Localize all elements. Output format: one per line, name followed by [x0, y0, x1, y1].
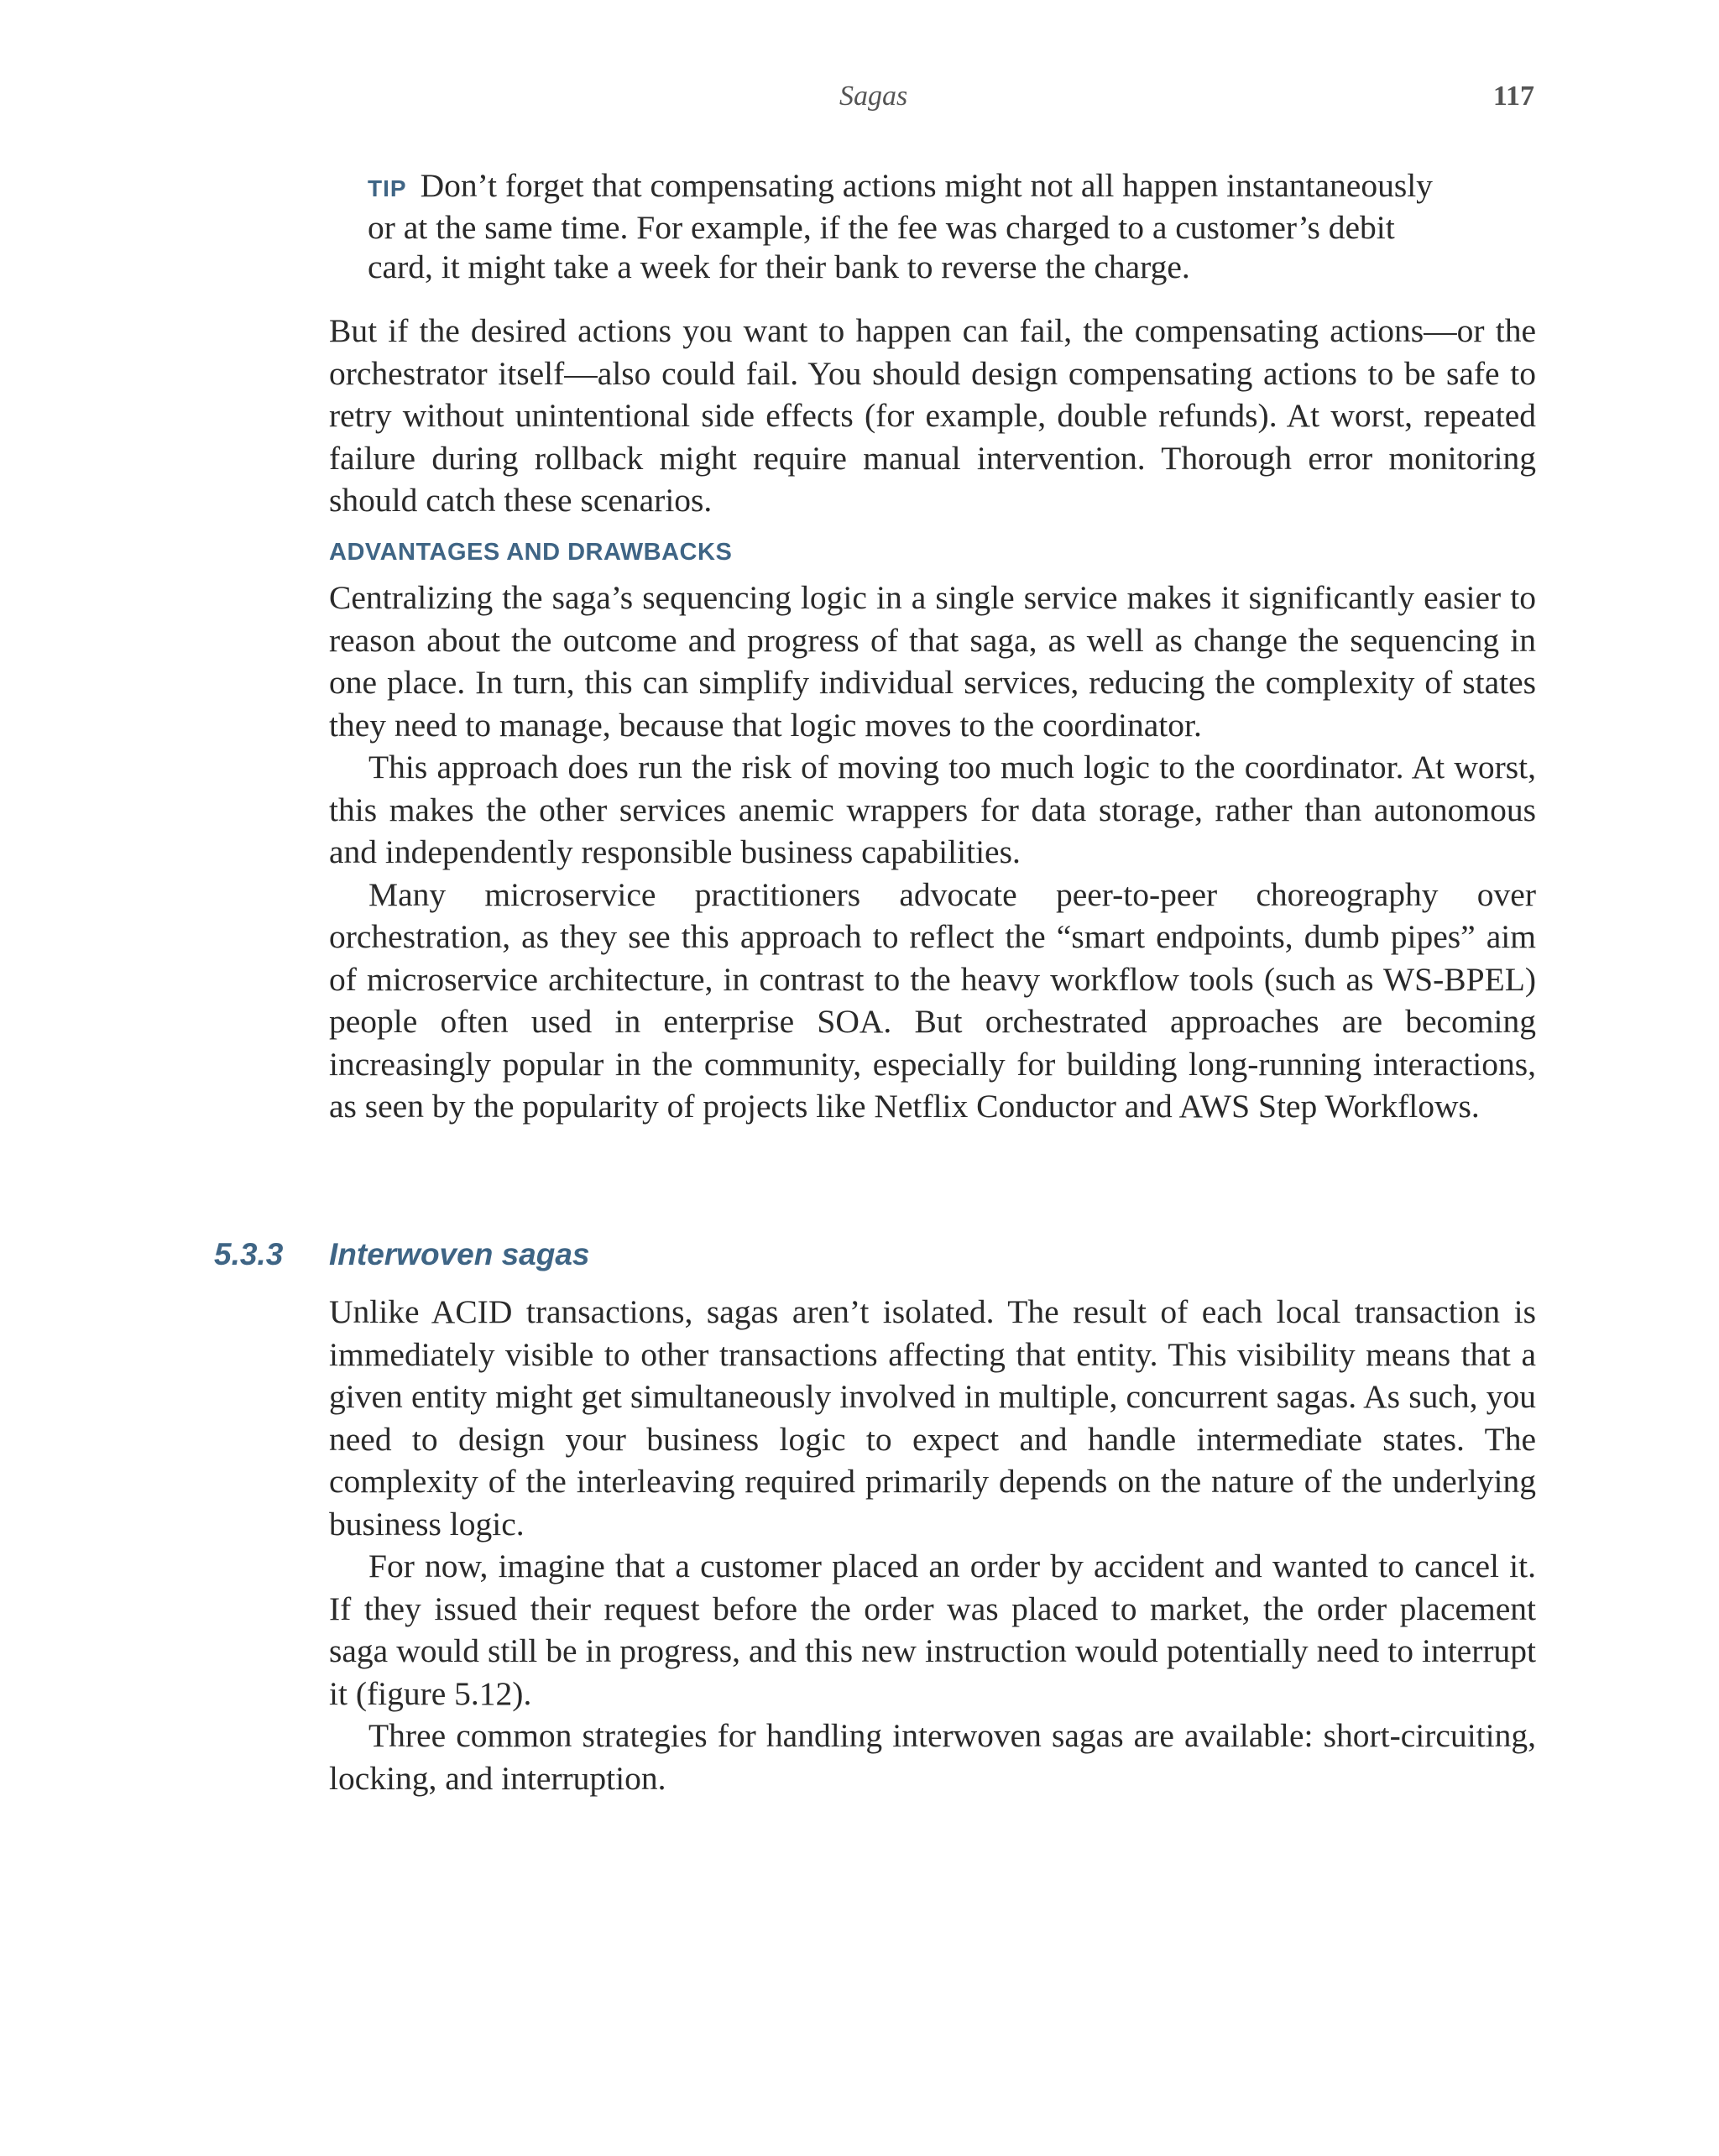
running-title: Sagas	[839, 81, 908, 112]
tip-label: TIP	[368, 175, 407, 201]
interwoven-sagas-text-block	[329, 1291, 1536, 1799]
section-title: Interwoven sagas	[329, 1237, 590, 1271]
advantages-text-block	[329, 577, 1536, 1128]
paragraph: Centralizing the saga’s sequencing logic in a single service makes it significantly easier to reason about the outcome and progress of that saga, as well as change the sequencing in one place. In turn, this can simplify individual services, reducing the complexity of states they need to manage, because that logic moves to the coordinator.	[329, 579, 1536, 744]
paragraph: Unlike ACID transactions, sagas aren’t isolated. The result of each local transaction is immediately visible to other transactions affecting that entity. This visibility means that a given entity might get simultaneously involved in multiple, concurrent sagas. As such, you need to design your business logic to expect and handle intermediate states. The complexity of the interleaving required primarily depends on the nature of the underlying business logic.	[329, 1293, 1536, 1543]
paragraph: But if the desired actions you want to happen can fail, the compensating actions—or the orchestrator itself—also could fail. You should design compensating actions to be safe to retry without unintentional side effects (for example, double refunds). At worst, repeated failure during rollback might require manual intervention. Thorough error monitoring should catch these scenarios.	[329, 312, 1536, 519]
tip-text: Don’t forget that compensating actions might not all happen instantaneously or at the same time. For example, if the fee was charged to a customer’s debit card, it might take a week for their bank to reverse the charge.	[368, 167, 1433, 285]
running-head	[0, 81, 1719, 123]
subheading-advantages-drawbacks: ADVANTAGES AND DRAWBACKS	[329, 539, 733, 566]
compensation-text-block	[329, 310, 1536, 522]
page-number: 117	[1492, 81, 1534, 112]
paragraph: For now, imagine that a customer placed an order by accident and wanted to cancel it. If they issued their request before the order was placed to market, the order placement saga would still be in progress, and this new instruction would potentially need to interrupt it (figure 5.12).	[329, 1548, 1536, 1712]
tip-box	[368, 166, 1459, 287]
paragraph: Three common strategies for handling interwoven sagas are available: short-circuiting, locking, and interruption.	[329, 1717, 1536, 1797]
section-heading	[0, 1237, 1719, 1279]
paragraph: This approach does run the risk of moving too much logic to the coordinator. At worst, this makes the other services anemic wrappers for data storage, rather than autonomous and independently responsible business capabilities.	[329, 749, 1536, 870]
section-number: 5.3.3	[214, 1237, 284, 1271]
paragraph: Many microservice practitioners advocate peer-to-peer choreography over orchestration, as they see this approach to reflect the “smart endpoints, dumb pipes” aim of microservice architecture, in contrast to the heavy workflow tools (such as WS-BPEL) people often used in enterprise SOA. But orchestrated approaches are becoming increasingly popular in the community, especially for building long-running interactions, as seen by the popularity of projects like Netflix Conductor and AWS Step Workflows.	[329, 875, 1536, 1125]
